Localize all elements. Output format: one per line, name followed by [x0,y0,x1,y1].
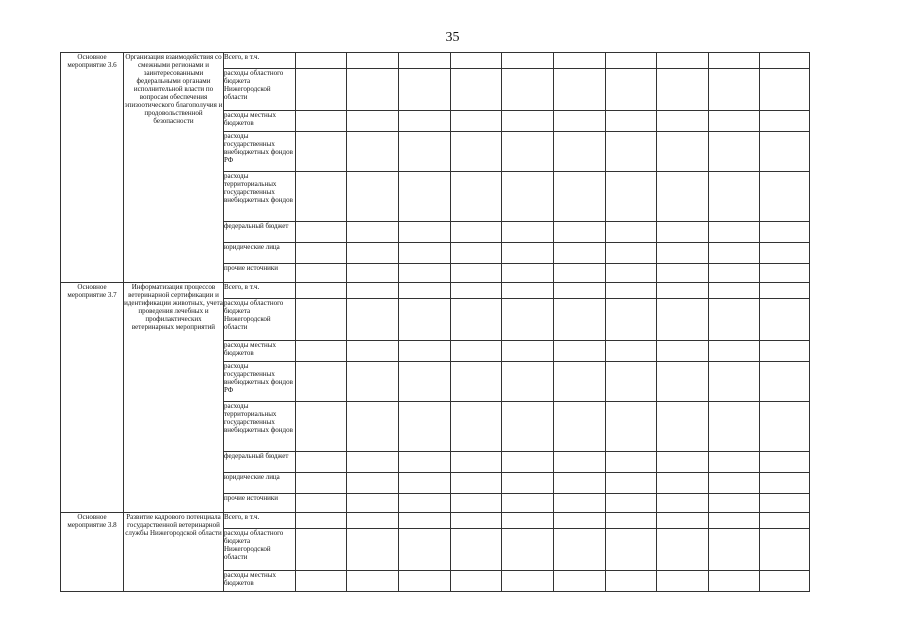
value-cell [502,513,554,529]
activity-cell: Основное мероприятие 3.6 [61,53,124,283]
value-cell [709,402,760,452]
value-cell [451,283,502,299]
funding-source-cell: прочие источники [224,494,296,513]
value-cell [399,243,451,264]
value-cell [606,172,657,222]
value-cell [399,283,451,299]
value-cell [606,341,657,362]
value-cell [399,362,451,402]
value-cell [709,452,760,473]
value-cell [709,172,760,222]
funding-source-cell: федеральный бюджет [224,452,296,473]
activity-cell: Основное мероприятие 3.7 [61,283,124,513]
value-cell [399,513,451,529]
value-cell [760,222,810,243]
value-cell [502,53,554,69]
value-cell [347,222,399,243]
value-cell [347,172,399,222]
value-cell [606,69,657,111]
activity-description-cell: Информатизация процессов ветеринарной сертификации и идентификации животных, учета проведения лечебных и профилактических ветеринарных мероприятий [124,283,224,513]
value-cell [347,243,399,264]
value-cell [606,473,657,494]
value-cell [760,529,810,571]
value-cell [657,513,709,529]
value-cell [554,299,606,341]
value-cell [451,111,502,132]
value-cell [657,473,709,494]
value-cell [760,69,810,111]
value-cell [399,473,451,494]
value-cell [347,452,399,473]
funding-source-cell: федеральный бюджет [224,222,296,243]
value-cell [554,473,606,494]
value-cell [296,452,347,473]
funding-source-cell: юридические лица [224,473,296,494]
value-cell [399,264,451,283]
value-cell [347,494,399,513]
value-cell [399,571,451,592]
value-cell [451,243,502,264]
value-cell [399,111,451,132]
funding-source-cell: расходы областного бюджета Нижегородской области [224,69,296,111]
value-cell [502,172,554,222]
value-cell [657,222,709,243]
funding-source-cell: расходы государственных внебюджетных фондов РФ [224,132,296,172]
value-cell [554,452,606,473]
value-cell [502,362,554,402]
value-cell [606,513,657,529]
value-cell [606,53,657,69]
activity-cell: Основное мероприятие 3.8 [61,513,124,592]
value-cell [399,69,451,111]
value-cell [760,243,810,264]
value-cell [399,299,451,341]
value-cell [709,132,760,172]
value-cell [296,172,347,222]
value-cell [657,362,709,402]
value-cell [347,299,399,341]
value-cell [502,243,554,264]
value-cell [296,69,347,111]
value-cell [296,513,347,529]
value-cell [657,494,709,513]
value-cell [296,473,347,494]
value-cell [657,341,709,362]
value-cell [606,222,657,243]
value-cell [451,299,502,341]
budget-table [60,52,810,592]
value-cell [657,571,709,592]
funding-source-cell: расходы государственных внебюджетных фондов РФ [224,362,296,402]
value-cell [451,452,502,473]
value-cell [760,402,810,452]
value-cell [657,283,709,299]
value-cell [709,513,760,529]
value-cell [451,341,502,362]
activity-description-cell: Организация взаимодействия со смежными регионами и заинтересованными федеральными органами исполнительной власти по вопросам обеспечения эпизоотического благополучия и продовольственной безопасности [124,53,224,283]
value-cell [502,283,554,299]
value-cell [709,473,760,494]
value-cell [451,222,502,243]
value-cell [709,264,760,283]
funding-source-cell: Всего, в т.ч. [224,53,296,69]
value-cell [709,222,760,243]
funding-source-cell: прочие источники [224,264,296,283]
value-cell [347,111,399,132]
value-cell [554,494,606,513]
funding-source-cell: расходы областного бюджета Нижегородской области [224,299,296,341]
value-cell [709,571,760,592]
value-cell [347,283,399,299]
value-cell [606,111,657,132]
value-cell [296,222,347,243]
value-cell [296,402,347,452]
funding-source-cell: расходы областного бюджета Нижегородской области [224,529,296,571]
value-cell [399,172,451,222]
value-cell [296,264,347,283]
value-cell [554,402,606,452]
value-cell [502,132,554,172]
value-cell [606,571,657,592]
value-cell [606,243,657,264]
value-cell [296,571,347,592]
value-cell [451,362,502,402]
value-cell [709,69,760,111]
value-cell [554,132,606,172]
value-cell [760,299,810,341]
value-cell [451,529,502,571]
value-cell [554,264,606,283]
value-cell [347,264,399,283]
value-cell [451,69,502,111]
value-cell [709,494,760,513]
value-cell [554,513,606,529]
value-cell [502,494,554,513]
value-cell [451,473,502,494]
value-cell [347,132,399,172]
value-cell [760,53,810,69]
activity-description-cell: Развитие кадрового потенциала государственной ветеринарной службы Нижегородской области [124,513,224,592]
value-cell [657,69,709,111]
value-cell [296,341,347,362]
value-cell [760,494,810,513]
value-cell [451,132,502,172]
value-cell [296,362,347,402]
value-cell [554,222,606,243]
value-cell [554,172,606,222]
funding-source-cell: расходы местных бюджетов [224,571,296,592]
value-cell [760,341,810,362]
value-cell [502,299,554,341]
value-cell [760,172,810,222]
value-cell [451,494,502,513]
value-cell [399,402,451,452]
value-cell [760,362,810,402]
value-cell [296,111,347,132]
value-cell [502,264,554,283]
value-cell [760,132,810,172]
value-cell [296,243,347,264]
value-cell [709,283,760,299]
value-cell [347,402,399,452]
value-cell [347,341,399,362]
value-cell [760,283,810,299]
value-cell [657,299,709,341]
funding-source-cell: расходы территориальных государственных внебюджетных фондов [224,402,296,452]
value-cell [554,529,606,571]
value-cell [399,222,451,243]
value-cell [347,513,399,529]
value-cell [502,222,554,243]
value-cell [296,283,347,299]
value-cell [347,571,399,592]
value-cell [606,132,657,172]
value-cell [451,172,502,222]
value-cell [606,402,657,452]
value-cell [554,243,606,264]
value-cell [709,341,760,362]
value-cell [606,452,657,473]
value-cell [296,494,347,513]
value-cell [709,529,760,571]
value-cell [502,69,554,111]
value-cell [399,452,451,473]
value-cell [709,362,760,402]
value-cell [606,494,657,513]
value-cell [502,473,554,494]
value-cell [451,402,502,452]
value-cell [554,362,606,402]
table-row [61,283,810,299]
value-cell [606,529,657,571]
funding-source-cell: расходы территориальных государственных внебюджетных фондов [224,172,296,222]
value-cell [760,264,810,283]
value-cell [606,299,657,341]
table-row [61,53,810,69]
value-cell [347,473,399,494]
value-cell [554,111,606,132]
value-cell [657,452,709,473]
value-cell [657,132,709,172]
value-cell [709,111,760,132]
value-cell [347,53,399,69]
funding-source-cell: расходы местных бюджетов [224,111,296,132]
value-cell [657,53,709,69]
value-cell [502,111,554,132]
value-cell [709,243,760,264]
funding-source-cell: Всего, в т.ч. [224,513,296,529]
value-cell [296,132,347,172]
value-cell [347,69,399,111]
value-cell [760,571,810,592]
value-cell [554,53,606,69]
value-cell [502,452,554,473]
value-cell [451,53,502,69]
value-cell [399,529,451,571]
value-cell [347,529,399,571]
value-cell [709,53,760,69]
value-cell [451,571,502,592]
value-cell [502,529,554,571]
value-cell [709,299,760,341]
value-cell [451,513,502,529]
value-cell [554,283,606,299]
table-row [61,513,810,529]
value-cell [296,53,347,69]
funding-source-cell: юридические лица [224,243,296,264]
value-cell [296,529,347,571]
value-cell [296,299,347,341]
value-cell [502,571,554,592]
value-cell [451,264,502,283]
value-cell [399,53,451,69]
value-cell [657,402,709,452]
value-cell [657,111,709,132]
page-number: 35 [445,30,460,45]
value-cell [554,341,606,362]
value-cell [502,341,554,362]
value-cell [657,264,709,283]
value-cell [399,494,451,513]
value-cell [502,402,554,452]
value-cell [760,513,810,529]
value-cell [399,132,451,172]
value-cell [760,452,810,473]
value-cell [606,264,657,283]
value-cell [657,172,709,222]
value-cell [554,69,606,111]
funding-source-cell: Всего, в т.ч. [224,283,296,299]
value-cell [760,111,810,132]
value-cell [606,283,657,299]
value-cell [347,362,399,402]
value-cell [554,571,606,592]
value-cell [657,529,709,571]
funding-source-cell: расходы местных бюджетов [224,341,296,362]
value-cell [606,362,657,402]
value-cell [760,473,810,494]
value-cell [657,243,709,264]
value-cell [399,341,451,362]
